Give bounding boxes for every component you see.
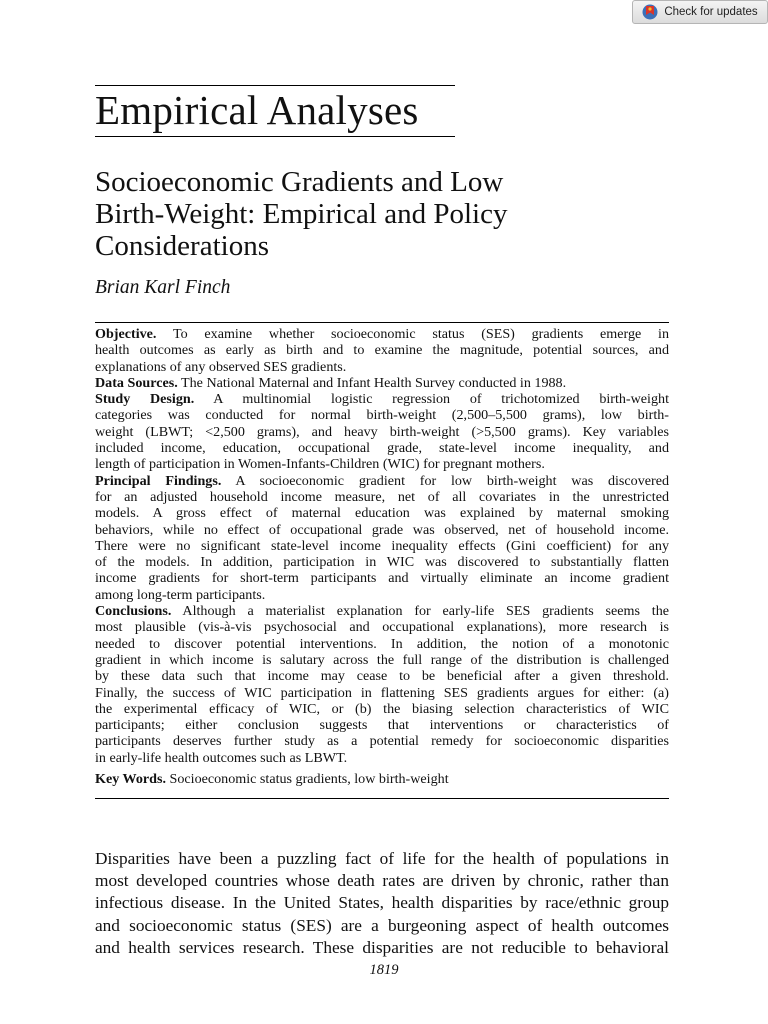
body-line: infectious disease. In the United States, health disparities by race/ethnic group [95,893,669,913]
abstract-line: health outcomes as early as birth and to examine the magnitude, potential sources, and [95,342,669,359]
study-design-text: A multinomial logistic regression of trichotomized birth-weight [194,391,669,408]
data-sources-label: Data Sources. [95,374,178,391]
section-title: Empirical Analyses [95,87,419,133]
abstract-line: among long-term participants. [95,586,266,603]
abstract-line: participants deserves further study as a potential remedy for socioeconomic disparities [95,733,669,750]
data-sources-text: The National Maternal and Infant Health Survey conducted in 1988. [177,374,567,391]
abstract-line: gradient in which income is salutary across the full range of the distribution is challenged [95,651,669,668]
body-line: and socioeconomic status (SES) are a burgeoning aspect of health outcomes [95,915,669,935]
body-line: and health services research. These disparities are not reducible to behavioral [95,937,669,957]
crossmark-badge-icon [642,4,658,20]
article-title-line: Socioeconomic Gradients and Low [95,166,504,198]
conclusions-text: Although a materialist explanation for early-life SES gradients seems the [171,603,669,620]
abstract-line: behaviors, while no effect of occupational grade was observed, net of household income. [95,521,669,538]
abstract-line: There were no significant state-level income inequality effects (Gini coefficient) for any [95,537,669,554]
key-words-text: Socioeconomic status gradients, low birth-weight [166,771,449,788]
objective-text: To examine whether socioeconomic status (SES) gradients emerge in [156,326,669,342]
abstract-line: of the models. In addition, participation in WIC was discovered to substantially flatten [95,554,669,571]
abstract-line [95,391,669,407]
article-title-line: Birth-Weight: Empirical and Policy [95,198,508,230]
abstract-line [95,375,669,391]
abstract-line: Finally, the success of WIC participation in flattening SES gradients argues for either: (a) [95,684,669,701]
objective-label: Objective. [95,326,157,342]
abstract-line: participants; either conclusion suggests that interventions or characteristics of [95,717,669,734]
abstract-line: by these data such that income may cease to be beneficial after a given threshold. [95,668,669,685]
author-name: Brian Karl Finch [95,277,231,298]
conclusions-label: Conclusions. [95,603,172,620]
abstract [95,322,669,799]
abstract-line: for an adjusted household income measure, net of all covariates in the unrestricted [95,488,669,505]
abstract-line: most plausible (vis-à-vis psychosocial and occupational explanations), more research is [95,619,669,636]
article-title-line: Considerations [95,230,269,262]
abstract-line: weight (LBWT; <2,500 grams), and heavy birth-weight (>5,500 grams). Key variables [95,423,669,440]
check-for-updates-button[interactable] [632,0,768,24]
body-paragraph [95,848,669,959]
principal-findings-text: A socioeconomic gradient for low birth-weight was discovered [221,472,670,489]
abstract-line [95,473,669,489]
article-title [95,166,675,262]
abstract-line: length of participation in Women-Infants-Children (WIC) for pregnant mothers. [95,456,545,473]
principal-findings-label: Principal Findings. [95,472,222,489]
study-design-label: Study Design. [95,391,195,408]
check-for-updates-label: Check for updates [664,6,758,18]
section-heading-block [95,85,455,137]
abstract-line [95,771,669,787]
abstract-line: explanations of any observed SES gradients. [95,358,347,375]
page-number: 1819 [369,962,399,978]
abstract-line: models. A gross effect of maternal education was explained by maternal smoking [95,505,669,522]
abstract-line: categories was conducted for normal birth-weight (2,500–5,500 grams), low birth- [95,407,669,424]
body-line: most developed countries whose death rates are driven by chronic, rather than [95,871,669,891]
key-words-label: Key Words. [95,771,166,788]
abstract-line: the experimental efficacy of WIC, or (b) the biasing selection characteristics of WIC [95,700,669,717]
abstract-line: in early-life health outcomes such as LBWT. [95,749,348,766]
abstract-line: income gradients for short-term participants and virtually eliminate an income gradient [95,570,669,587]
body-line: Disparities have been a puzzling fact of life for the health of populations in [95,849,669,868]
abstract-line [95,326,669,342]
abstract-line [95,603,669,619]
abstract-line: needed to discover potential interventions. In addition, the notion of a monotonic [95,635,669,652]
abstract-line: included income, education, occupational grade, state-level income inequality, and [95,440,669,457]
